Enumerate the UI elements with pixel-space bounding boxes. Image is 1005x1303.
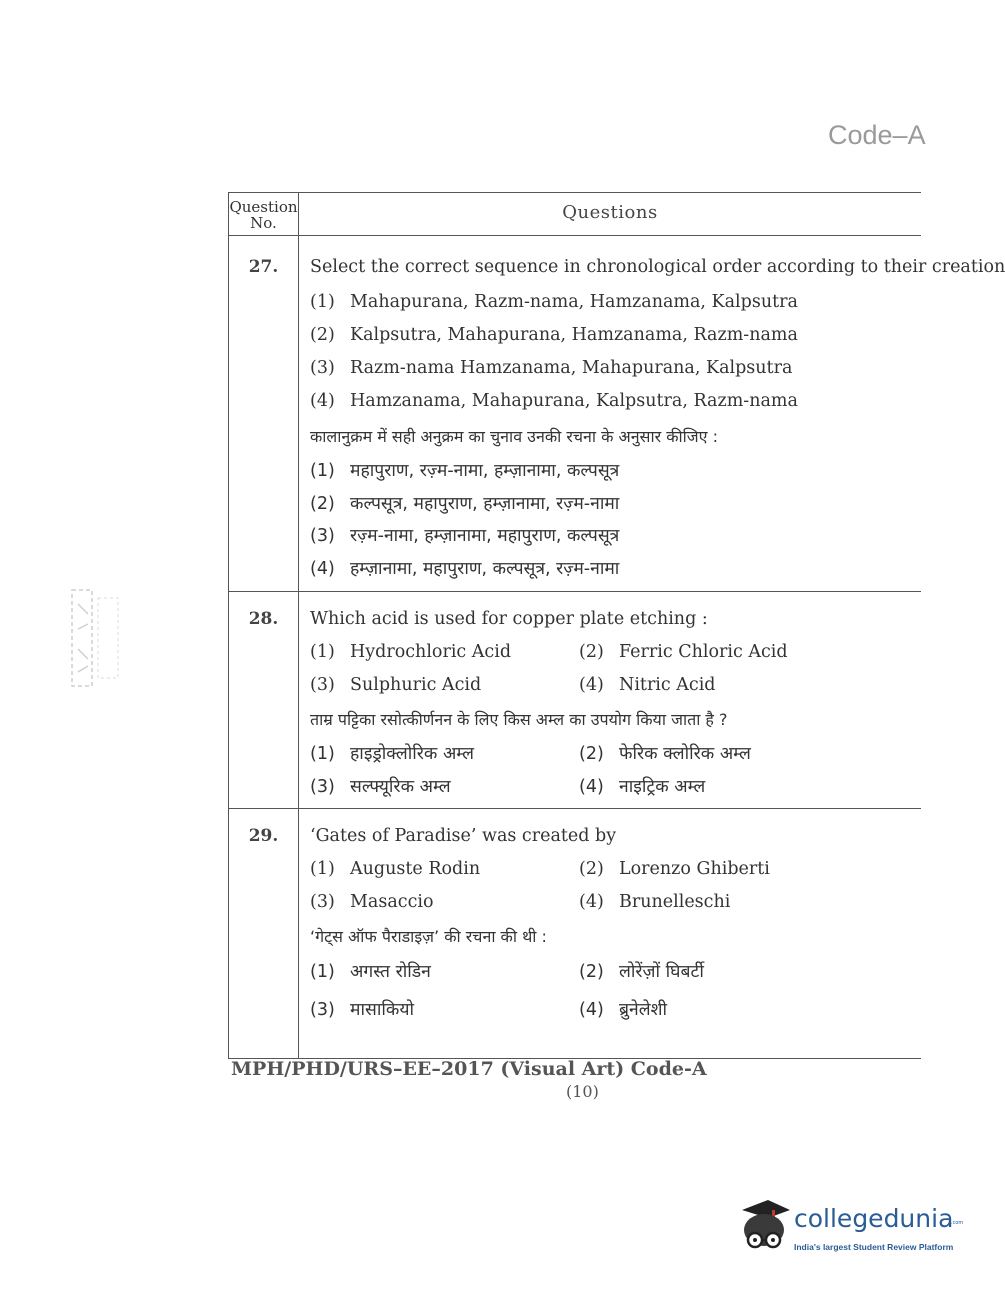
option-number: (2) xyxy=(579,744,604,764)
option-en xyxy=(310,859,480,879)
footer-exam-code: MPH/PHD/URS–EE–2017 (Visual Art) Code-A xyxy=(231,1058,707,1080)
option-number: (4) xyxy=(579,1000,604,1020)
option-hi xyxy=(579,774,705,798)
brand-suffix: .com xyxy=(951,1220,964,1226)
option-number: (3) xyxy=(310,358,335,378)
brand-tagline: India's largest Student Review Platform xyxy=(794,1242,954,1252)
option-text: सल्फ्यूरिक अम्ल xyxy=(350,777,451,797)
option-text: फेरिक क्लोरिक अम्ल xyxy=(619,744,751,764)
option-en xyxy=(310,892,434,912)
header-qno-line2: No. xyxy=(250,214,277,232)
option-text: महापुराण, रज़्म-नामा, हम्ज़ानामा, कल्पसूत्र xyxy=(350,461,620,481)
option-text: हम्ज़ानामा, महापुराण, कल्पसूत्र, रज़्म-नामा xyxy=(350,559,620,579)
option-hi xyxy=(310,523,619,547)
option-number: (4) xyxy=(579,675,604,695)
option-hi xyxy=(310,741,474,765)
option-en xyxy=(310,675,481,695)
option-number: (1) xyxy=(310,744,335,764)
question-number: 27. xyxy=(248,257,279,277)
option-number: (4) xyxy=(579,892,604,912)
option-hi xyxy=(310,491,619,515)
option-text: हाइड्रोक्लोरिक अम्ल xyxy=(350,744,474,764)
header-divider xyxy=(229,235,921,236)
code-label: Code–A xyxy=(828,120,926,150)
option-number: (1) xyxy=(310,859,335,879)
option-text: Brunelleschi xyxy=(619,892,731,912)
option-text: Auguste Rodin xyxy=(350,859,481,879)
questions-table xyxy=(228,192,1005,1059)
option-text: रज़्म-नामा, हम्ज़ानामा, महापुराण, कल्पसूत्र xyxy=(350,526,620,546)
option-text: अगस्त रोडिन xyxy=(350,962,431,982)
option-number: (2) xyxy=(310,494,335,514)
faded-stamp-icon xyxy=(66,584,126,694)
option-hi xyxy=(310,997,414,1021)
option-number: (3) xyxy=(310,892,335,912)
option-en xyxy=(310,325,798,345)
option-en xyxy=(310,642,511,662)
header-questions: Questions xyxy=(562,202,658,223)
row-divider-28 xyxy=(229,808,921,809)
option-number: (1) xyxy=(310,962,335,982)
option-hi xyxy=(579,997,667,1021)
option-text: Ferric Chloric Acid xyxy=(619,642,788,662)
option-number: (2) xyxy=(579,859,604,879)
option-number: (3) xyxy=(310,1000,335,1020)
option-text: Kalpsutra, Mahapurana, Hamzanama, Razm-nama xyxy=(350,325,798,345)
option-text: Mahapurana, Razm-nama, Hamzanama, Kalpsutra xyxy=(350,292,798,312)
question-text-hi: ताम्र पट्टिका रसोत्कीर्णनन के लिए किस अम्ल का उपयोग किया जाता है ? xyxy=(310,710,728,729)
option-hi xyxy=(310,959,431,983)
option-number: (4) xyxy=(310,559,335,579)
option-en xyxy=(310,358,792,378)
column-divider xyxy=(298,193,299,1058)
option-en xyxy=(310,391,798,411)
option-en xyxy=(579,642,788,662)
option-number: (3) xyxy=(310,526,335,546)
collegedunia-watermark xyxy=(738,1196,964,1260)
option-number: (1) xyxy=(310,292,335,312)
option-text: Masaccio xyxy=(350,892,434,912)
option-en xyxy=(579,892,730,912)
option-hi xyxy=(310,458,619,482)
option-number: (2) xyxy=(579,642,604,662)
brand-name: collegedunia xyxy=(794,1204,954,1233)
question-text-en: Which acid is used for copper plate etching : xyxy=(310,609,708,629)
option-number: (1) xyxy=(310,642,335,662)
header-question-no xyxy=(229,199,298,231)
option-text: Lorenzo Ghiberti xyxy=(619,859,770,879)
option-number: (2) xyxy=(310,325,335,345)
header-qno-line1: Question xyxy=(229,198,298,216)
option-text: Nitric Acid xyxy=(619,675,716,695)
option-text: मासाकियो xyxy=(350,1000,415,1020)
option-text: Hamzanama, Mahapurana, Kalpsutra, Razm-nama xyxy=(350,391,798,411)
option-hi xyxy=(310,774,451,798)
option-number: (4) xyxy=(310,391,335,411)
option-hi xyxy=(579,959,704,983)
option-en xyxy=(579,675,716,695)
question-text-hi: ‘गेट्स ऑफ पैराडाइज़’ की रचना की थी : xyxy=(310,927,547,946)
page-number: (10) xyxy=(566,1082,599,1101)
option-number: (3) xyxy=(310,675,335,695)
row-divider-27 xyxy=(229,591,921,592)
option-text: Razm-nama Hamzanama, Mahapurana, Kalpsutra xyxy=(350,358,793,378)
option-text: लोरेंज़ों घिबर्टी xyxy=(619,962,704,982)
option-number: (4) xyxy=(579,777,604,797)
option-text: नाइट्रिक अम्ल xyxy=(619,777,706,797)
option-hi xyxy=(579,741,751,765)
question-number: 29. xyxy=(248,826,279,846)
option-text: कल्पसूत्र, महापुराण, हम्ज़ानामा, रज़्म-नामा xyxy=(350,494,620,514)
option-en xyxy=(310,292,798,312)
question-number: 28. xyxy=(248,609,279,629)
option-text: ब्रुनेलेशी xyxy=(619,1000,668,1020)
question-text-hi: कालानुक्रम में सही अनुक्रम का चुनाव उनकी रचना के अनुसार कीजिए : xyxy=(310,427,718,446)
option-text: Sulphuric Acid xyxy=(350,675,482,695)
question-text-en: ‘Gates of Paradise’ was created by xyxy=(310,826,617,846)
option-en xyxy=(579,859,770,879)
option-number: (3) xyxy=(310,777,335,797)
option-number: (2) xyxy=(579,962,604,982)
student-mascot-icon xyxy=(738,1196,792,1256)
question-text-en: Select the correct sequence in chronological order according to their creation xyxy=(310,257,1005,277)
option-text: Hydrochloric Acid xyxy=(350,642,512,662)
option-number: (1) xyxy=(310,461,335,481)
option-hi xyxy=(310,556,619,580)
